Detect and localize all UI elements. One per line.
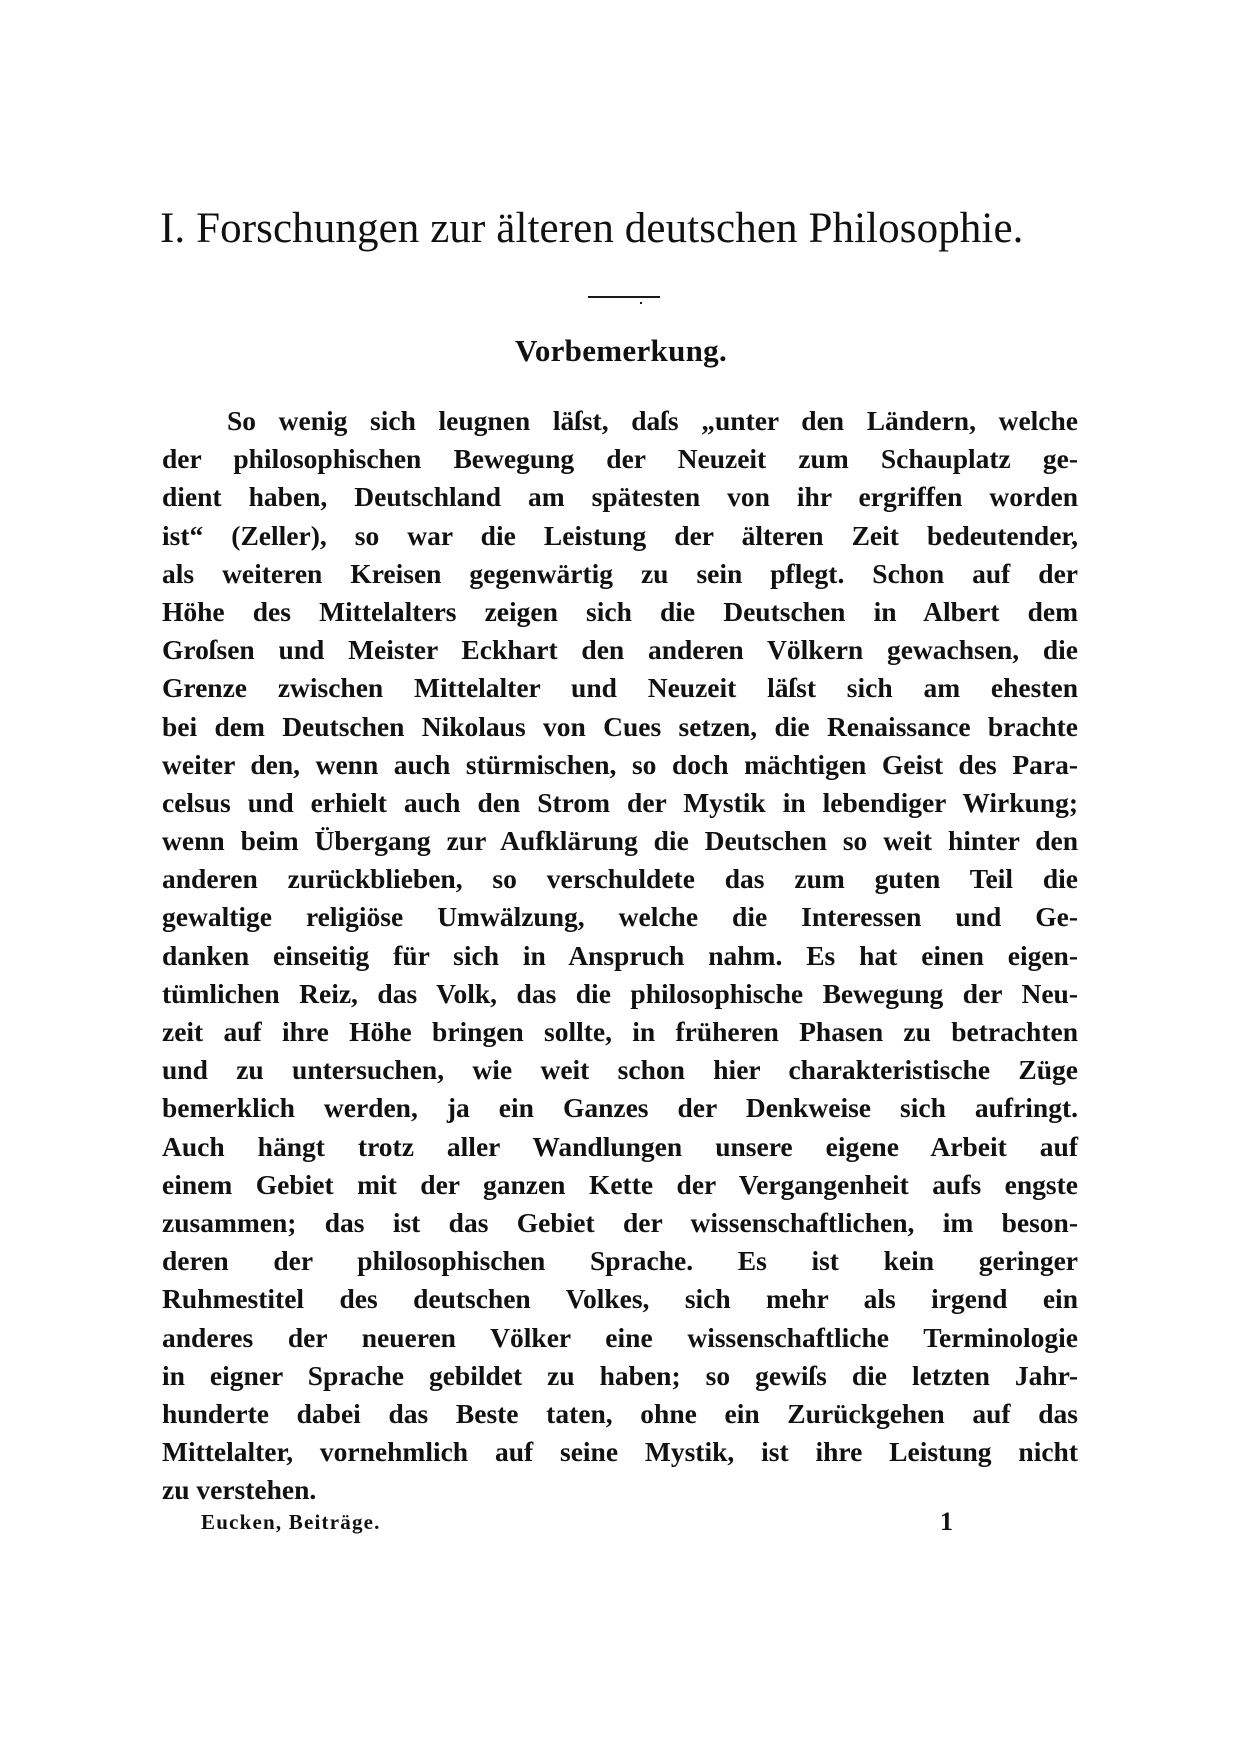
paragraph-line: anderen zurückblieben, so verschuldete das zum guten Teil die [162, 863, 1078, 895]
paragraph-line: danken einseitig für sich in Anspruch nahm. Es hat einen eigen- [162, 939, 1078, 971]
paragraph-line: Auch hängt trotz aller Wandlungen unsere eigene Arbeit auf [162, 1130, 1078, 1162]
footer-signature: Eucken, Beiträge. [201, 1510, 381, 1534]
paragraph-line: weiter den, wenn auch stürmischen, so doch mächtigen Geist des Para- [162, 748, 1078, 780]
paragraph-line: zusammen; das ist das Gebiet der wissenschaftlichen, im beson- [162, 1206, 1078, 1238]
paragraph-line: und zu untersuchen, wie weit schon hier charakteristische Züge [162, 1054, 1078, 1086]
paragraph-line: ist“ (Zeller), so war die Leistung der älteren Zeit bedeutender, [162, 519, 1078, 551]
paragraph-line: anderes der neueren Völker eine wissenschaftliche Terminologie [162, 1321, 1078, 1353]
paragraph-line: bemerklich werden, ja ein Ganzes der Denkweise sich aufringt. [162, 1092, 1078, 1124]
paragraph-line: gewaltige religiöse Umwälzung, welche die Interessen und Ge- [162, 901, 1078, 933]
paragraph-line: dient haben, Deutschland am spätesten von ihr ergriffen worden [162, 481, 1078, 513]
paragraph-line: als weiteren Kreisen gegenwärtig zu sein pflegt. Schon auf der [162, 557, 1078, 589]
divider-dot [640, 302, 642, 304]
paragraph-line: zeit auf ihre Höhe bringen sollte, in früheren Phasen zu betrachten [162, 1016, 1078, 1047]
paragraph-line: der philosophischen Bewegung der Neuzeit zum Schauplatz ge- [162, 443, 1078, 475]
paragraph-line: Grenze zwischen Mittelalter und Neuzeit läſst sich am ehesten [162, 672, 1078, 704]
paragraph-line: Groſsen und Meister Eckhart den anderen Völkern gewachsen, die [162, 634, 1078, 666]
paragraph-line: in eigner Sprache gebildet zu haben; so gewiſs die letzten Jahr- [162, 1359, 1078, 1391]
paragraph-line: bei dem Deutschen Nikolaus von Cues setzen, die Renaissance brachte [162, 710, 1078, 742]
paragraph-line: einem Gebiet mit der ganzen Kette der Vergangenheit aufs engste [162, 1168, 1078, 1200]
paragraph-line: Höhe des Mittelalters zeigen sich die Deutschen in Albert dem [162, 595, 1078, 627]
page-number: 1 [940, 1507, 953, 1536]
paragraph-line: wenn beim Übergang zur Aufklärung die Deutschen so weit hinter den [162, 825, 1078, 857]
heading-divider-rule [588, 296, 660, 298]
paragraph-line: tümlichen Reiz, das Volk, das die philosophische Bewegung der Neu- [162, 977, 1078, 1009]
paragraph-line: celsus und erhielt auch den Strom der Mystik in lebendiger Wirkung; [162, 786, 1078, 818]
body-paragraph [162, 402, 1078, 1509]
section-subheading: Vorbemerkung. [514, 333, 727, 368]
paragraph-line: Mittelalter, vornehmlich auf seine Mystik, ist ihre Leistung nicht [162, 1436, 1078, 1468]
paragraph-line: zu verstehen. [162, 1474, 317, 1506]
paragraph-line: deren der philosophischen Sprache. Es ist kein geringer [162, 1245, 1078, 1277]
chapter-heading: I. Forschungen zur älteren deutschen Philosophie. [160, 205, 1024, 252]
paragraph-line: Ruhmestitel des deutschen Volkes, sich mehr als irgend ein [162, 1283, 1078, 1315]
paragraph-line: hunderte dabei das Beste taten, ohne ein Zurückgehen auf das [162, 1397, 1078, 1429]
paragraph-line: So wenig sich leugnen läſst, daſs „unter den Ländern, welche [227, 405, 1078, 436]
